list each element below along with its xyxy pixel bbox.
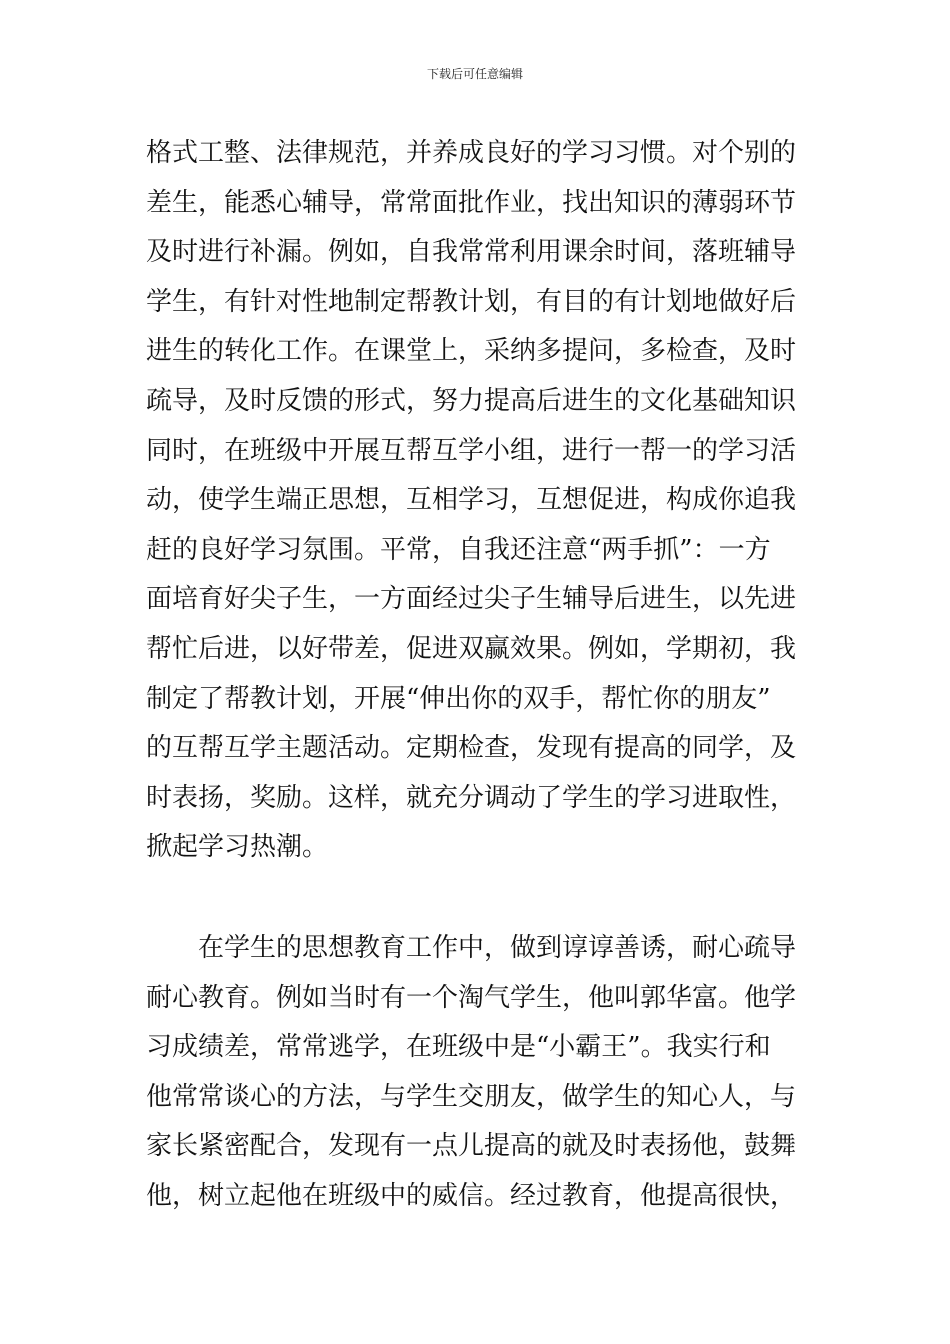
text-line: 在学生的思想教育工作中，做到谆谆善诱，耐心疏导 <box>146 933 797 963</box>
text-line: 格式工整、法律规范，并养成良好的学习习惯。对个别的 <box>146 138 797 168</box>
text-line: 家长紧密配合，发现有一点儿提高的就及时表扬他，鼓舞 <box>146 1131 797 1162</box>
text-line: 时表扬，奖励。这样，就充分调动了学生的学习进取性， <box>146 782 797 813</box>
paragraph-2 <box>146 924 816 1222</box>
text-line: 帮忙后进，以好带差，促进双赢效果。例如，学期初，我 <box>146 633 797 664</box>
text-line: 的互帮互学主题活动。定期检查，发现有提高的同学，及 <box>146 733 797 764</box>
page-header: 下载后可任意编辑 <box>426 67 523 81</box>
text-line: 及时进行补漏。例如，自我常常利用课余时间，落班辅导 <box>146 237 797 268</box>
text-line: 学生，有针对性地制定帮教计划，有目的有计划地做好后 <box>146 286 797 317</box>
text-line: 习成绩差，常常逃学，在班级中是“小霸王”。我实行和 <box>146 1032 771 1063</box>
text-line: 制定了帮教计划，开展“伸出你的双手，帮忙你的朋友” <box>146 683 771 714</box>
text-line: 动，使学生端正思想，互相学习，互想促进，构成你追我 <box>146 485 797 516</box>
text-line: 面培育好尖子生，一方面经过尖子生辅导后进生，以先进 <box>146 584 797 615</box>
text-line: 赶的良好学习氛围。平常，自我还注意“两手抓”：一方 <box>146 534 771 565</box>
text-line: 掀起学习热潮。 <box>146 832 329 863</box>
text-line: 同时，在班级中开展互帮互学小组，进行一帮一的学习活 <box>146 435 797 466</box>
text-line: 他，树立起他在班级中的威信。经过教育，他提高很快， <box>146 1180 797 1211</box>
text-line: 他常常谈心的方法，与学生交朋友，做学生的知心人，与 <box>146 1081 797 1112</box>
text-line: 耐心教育。例如当时有一个淘气学生，他叫郭华富。他学 <box>146 982 797 1013</box>
paragraph-1 <box>146 129 816 873</box>
text-line: 疏导，及时反馈的形式，努力提高后进生的文化基础知识 <box>146 385 797 416</box>
text-line: 进生的转化工作。在课堂上，采纳多提问，多检查，及时 <box>146 336 797 367</box>
text-line: 差生，能悉心辅导，常常面批作业，找出知识的薄弱环节 <box>146 187 797 218</box>
